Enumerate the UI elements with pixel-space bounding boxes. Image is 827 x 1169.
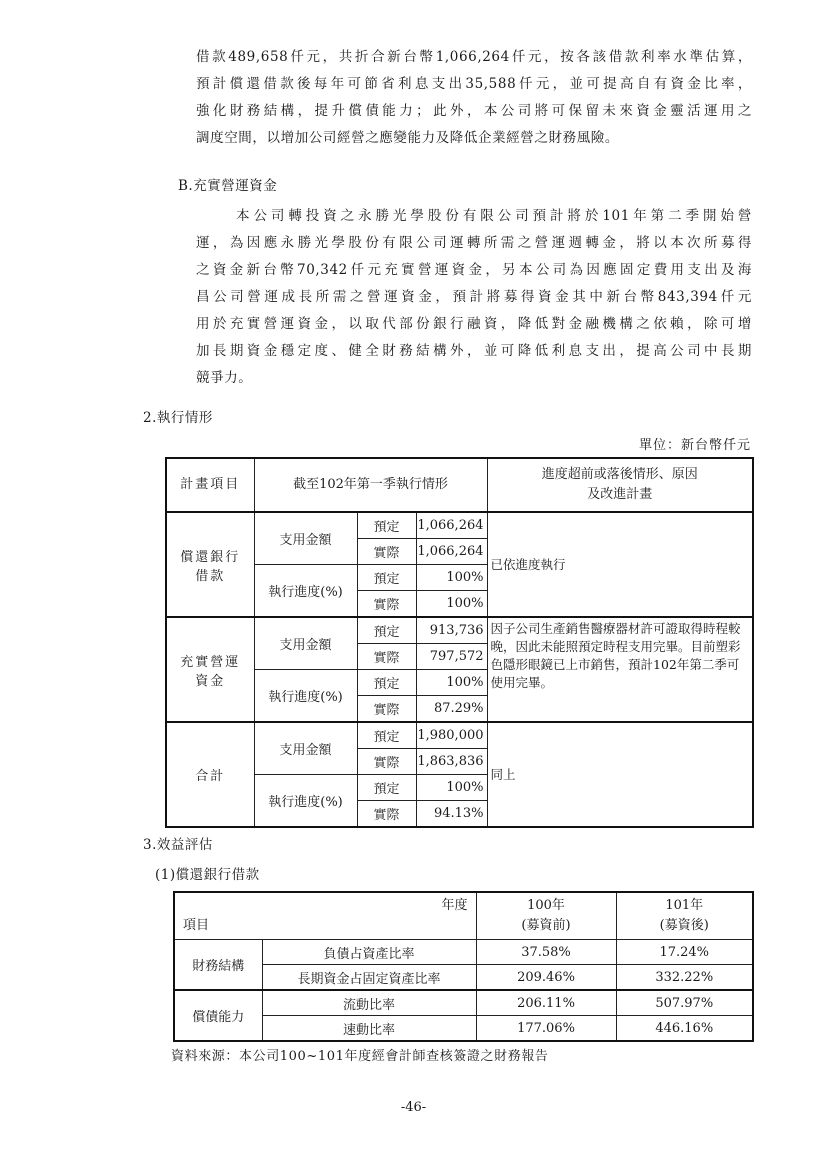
table-row <box>166 722 753 749</box>
header-year-101 <box>616 892 753 940</box>
paragraph-line: 調度空間，以增加公司經營之應變能力及降低企業經營之財務風險。 <box>196 130 619 146</box>
paragraph-line: 用於充實營運資金，以取代部份銀行融資，降低對金融機構之依賴，除可增 <box>196 316 752 332</box>
progress-note: 已依進度執行 <box>487 512 753 617</box>
header-year-100-line1: 100年 <box>527 898 565 913</box>
progress-label: 執行進度(%) <box>254 670 357 723</box>
row-type: 實際 <box>357 644 416 670</box>
metric: 負債占資產比率 <box>262 940 476 965</box>
section-3-subheading: (1)償還銀行借款 <box>155 867 260 883</box>
header-plan-item: 計畫項目 <box>166 458 254 512</box>
header-progress-line1: 進度超前或落後情形、原因 <box>541 467 698 482</box>
value-100: 37.58% <box>476 940 616 965</box>
row-type: 預定 <box>357 722 416 749</box>
row-value: 1,066,264 <box>416 512 487 539</box>
progress-note: 因子公司生產銷售醫療器材許可證取得時程較晚，因此未能照預定時程支用完畢。目前塑彩色隱形眼鏡已上市銷售，預計102年第二季可使用完畢。 <box>487 617 753 722</box>
row-value: 100% <box>416 775 487 801</box>
header-progress-line2: 及改進計畫 <box>587 487 653 502</box>
data-source-note: 資料來源：本公司100~101年度經會計師查核簽證之財務報告 <box>171 1049 549 1064</box>
table-row <box>166 617 753 644</box>
value-100: 206.11% <box>476 990 616 1016</box>
row-type: 預定 <box>357 775 416 801</box>
row-value: 94.13% <box>416 801 487 828</box>
paragraph-line: 昌公司營運成長所需之營運資金，預計將募得資金其中新台幣843,394仟元 <box>196 289 752 305</box>
paragraph-line: 運，為因應永勝光學股份有限公司運轉所需之營運週轉金，將以本次所募得 <box>196 235 752 251</box>
row-value: 100% <box>416 591 487 618</box>
row-type: 實際 <box>357 696 416 723</box>
row-value: 100% <box>416 565 487 591</box>
row-value: 1,980,000 <box>416 722 487 749</box>
category: 償債能力 <box>174 990 262 1041</box>
table-header-row <box>174 892 753 940</box>
row-value: 1,863,836 <box>416 749 487 775</box>
amount-label: 支用金額 <box>254 512 357 565</box>
section-b-heading: B.充實營運資金 <box>178 178 278 194</box>
amount-label: 支用金額 <box>254 722 357 775</box>
metric: 流動比率 <box>262 990 476 1016</box>
value-101: 446.16% <box>616 1016 753 1042</box>
section-3-heading: 3.效益評估 <box>143 837 213 853</box>
row-value: 913,736 <box>416 617 487 644</box>
table-header-row <box>166 458 753 512</box>
header-year-101-line1: 101年 <box>665 898 704 913</box>
header-year-100 <box>476 892 616 940</box>
execution-table <box>165 457 754 828</box>
paragraph-line: 強化財務結構，提升償債能力；此外，本公司將可保留未來資金靈活運用之 <box>196 103 752 119</box>
row-value: 100% <box>416 670 487 696</box>
benefit-table <box>173 891 754 1042</box>
header-year-101-line2: (募資後) <box>659 918 709 933</box>
category: 財務結構 <box>174 940 262 991</box>
table-row <box>166 512 753 539</box>
row-type: 預定 <box>357 670 416 696</box>
row-value: 1,066,264 <box>416 539 487 565</box>
row-value: 87.29% <box>416 696 487 723</box>
progress-label: 執行進度(%) <box>254 775 357 828</box>
metric: 長期資金占固定資產比率 <box>262 965 476 991</box>
unit-label: 單位：新台幣仟元 <box>638 438 751 453</box>
metric: 速動比率 <box>262 1016 476 1042</box>
header-execution-status: 截至102年第一季執行情形 <box>254 458 487 512</box>
header-item-label: 項目 <box>183 918 210 933</box>
section-b-paragraph <box>196 203 752 392</box>
plan-item: 合計 <box>166 722 254 827</box>
value-100: 177.06% <box>476 1016 616 1042</box>
table-row <box>174 990 753 1016</box>
value-100: 209.46% <box>476 965 616 991</box>
paragraph-line: 預計償還借款後每年可節省利息支出35,588仟元，並可提高自有資金比率， <box>196 76 752 92</box>
amount-label: 支用金額 <box>254 617 357 670</box>
progress-note: 同上 <box>487 722 753 827</box>
row-type: 實際 <box>357 801 416 828</box>
row-type: 預定 <box>357 512 416 539</box>
plan-item: 充實營運資金 <box>166 617 254 722</box>
header-year-item <box>174 892 476 940</box>
header-year-100-line2: (募資前) <box>521 918 571 933</box>
progress-label: 執行進度(%) <box>254 565 357 618</box>
row-type: 實際 <box>357 749 416 775</box>
row-type: 實際 <box>357 591 416 618</box>
page-number: -46- <box>400 1100 427 1115</box>
value-101: 332.22% <box>616 965 753 991</box>
paragraph-line: 本公司轉投資之永勝光學股份有限公司預計將於101年第二季開始營 <box>236 208 752 224</box>
value-101: 17.24% <box>616 940 753 965</box>
row-value: 797,572 <box>416 644 487 670</box>
paragraph-line: 借款489,658仟元，共折合新台幣1,066,264仟元，按各該借款利率水準估算， <box>196 49 752 65</box>
value-101: 507.97% <box>616 990 753 1016</box>
row-type: 預定 <box>357 565 416 591</box>
table-row <box>174 940 753 965</box>
plan-item: 償還銀行借款 <box>166 512 254 617</box>
row-type: 預定 <box>357 617 416 644</box>
header-year-label: 年度 <box>441 898 468 913</box>
paragraph-line: 加長期資金穩定度、健全財務結構外，並可降低利息支出，提高公司中長期 <box>196 343 752 359</box>
header-progress-notes <box>487 458 753 512</box>
paragraph-line: 之資金新台幣70,342仟元充實營運資金，另本公司為因應固定費用支出及海 <box>196 262 752 278</box>
section-2-heading: 2.執行情形 <box>143 410 213 426</box>
intro-paragraph <box>196 44 752 152</box>
paragraph-line: 競爭力。 <box>196 370 253 386</box>
row-type: 實際 <box>357 539 416 565</box>
